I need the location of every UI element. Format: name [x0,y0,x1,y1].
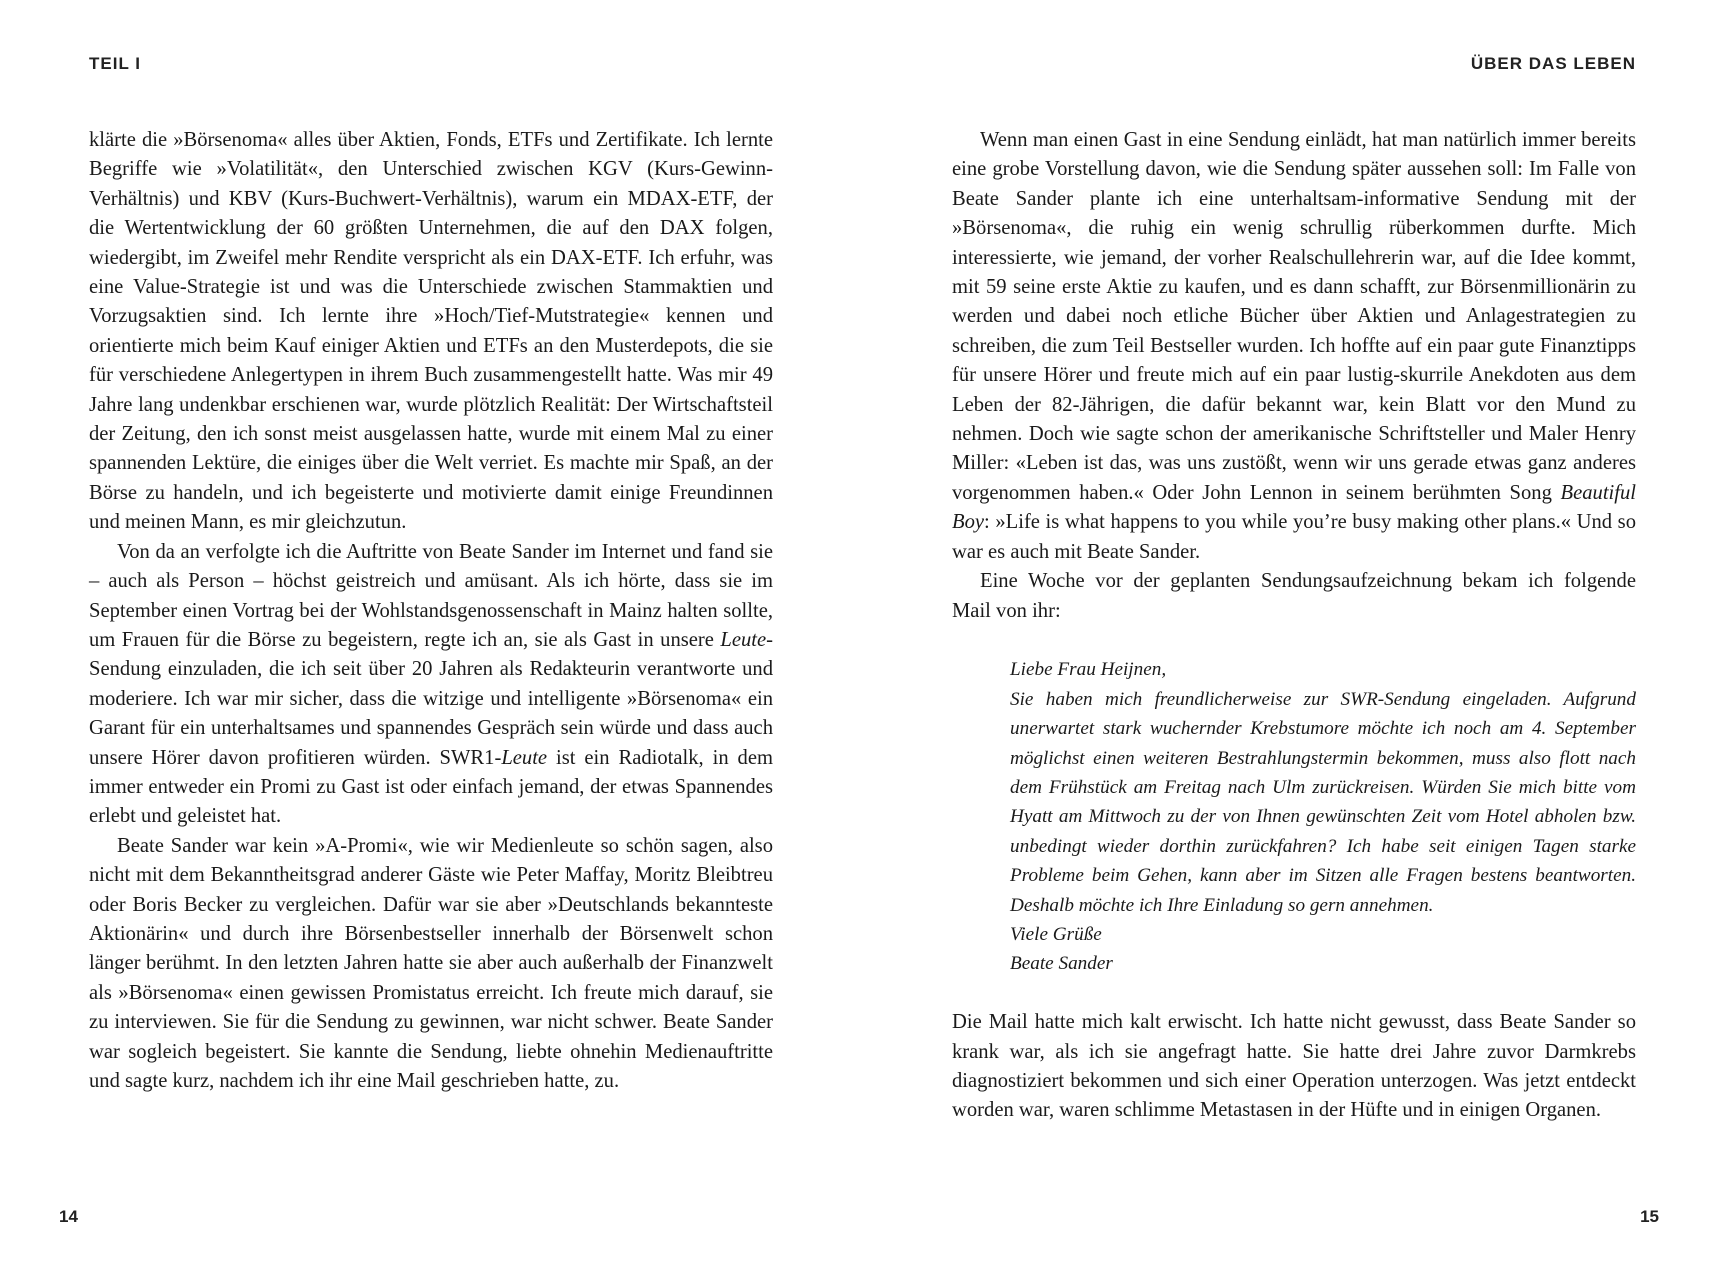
running-head-right: ÜBER DAS LEBEN [1470,54,1636,73]
letter-salutation: Liebe Frau Heijnen, [1010,659,1167,681]
page-number-right: 15 [1640,1207,1659,1226]
paragraph: Von da an verfolgte ich die Auftritte von Beate Sander im Internet und fand sie – auch als Person – höchst geistreich und amüsant. Als ich hörte, dass sie im September einen Vortrag bei der Wohlstandsgenossenschaft in Mainz halten sollte, um Frauen für die Börse zu begeistern, regte ich an, sie als Gast in unsere Leute-Sendung einzuladen, die ich seit über 20 Jahren als Redakteurin verantworte und moderiere. Ich war mir sicher, dass die witzige und intelligente »Börsenoma« ein Garant für ein unterhaltsames und spannendes Gespräch sein würde und dass auch unsere Hörer davon profitieren würden. SWR1-Leute ist ein Radiotalk, in dem immer entweder ein Promi zu Gast ist oder einfach jemand, der etwas Spannendes erlebt und geleistet hat. [89,540,773,828]
right-page-text [952,126,1636,1126]
left-page-text [89,126,773,1096]
paragraph: Eine Woche vor der geplanten Sendungsaufzeichnung bekam ich folgende Mail von ihr: [952,570,1636,622]
paragraph: Wenn man einen Gast in eine Sendung einlädt, hat man natürlich immer bereits eine grobe Vorstellung davon, wie die Sendung später aussehen soll: Im Falle von Beate Sander plante ich eine unterhaltsam-informative Sendung mit der »Börsenoma«, die ruhig ein wenig schrullig rüberkommen durfte. Mich interessierte, wie jemand, der vorher Realschullehrerin war, auf die Idee kommt, mit 59 seine erste Aktie zu kaufen, und es dann schafft, zur Börsenmillionärin zu werden und dabei noch etliche Bücher über Aktien und Anlagestrategien zu schreiben, die zum Teil Bestseller wurden. Ich hoffte auf ein paar gute Finanztipps für unsere Hörer und freute mich auf ein paar lustig-skurrile Anekdoten aus dem Leben der 82-Jährigen, die dafür bekannt war, kein Blatt vor den Mund zu nehmen. Doch wie sagte schon der amerikanische Schriftsteller und Maler Henry Miller: «Leben ist das, was uns zustößt, wenn wir uns gerade etwas ganz anderes vorgenommen haben.« Oder John Lennon in seinem berühmten Song Beautiful Boy: »Life is what happens to you while you’re busy making other plans.« Und so war es auch mit Beate Sander. [952,129,1636,563]
letter-closing: Viele Grüße [1010,923,1102,945]
running-head-left: TEIL I [89,54,141,73]
letter-signature: Beate Sander [1010,953,1113,975]
quoted-email [1010,655,1636,978]
letter-body: Sie haben mich freundlicherweise zur SWR-Sendung eingeladen. Aufgrund unerwartet stark wuchernder Krebstumore möchte ich noch am 4. September möglichst einen weiteren Bestrahlungstermin bekommen, muss also flott nach dem Frühstück am Freitag nach Ulm zurückreisen. Würden Sie mich bitte vom Hyatt am Mittwoch zu der von Ihnen gewünschten Zeit vom Hotel abholen bzw. unbedingt wieder dorthin zurückfahren? Ich habe seit einigen Tagen starke Probleme beim Gehen, kann aber im Sitzen alle Fragen bestens beantworten. Deshalb möchte ich Ihre Einladung so gern annehmen. [1010,688,1636,916]
paragraph: Beate Sander war kein »A-Promi«, wie wir Medienleute so schön sagen, also nicht mit dem Bekanntheitsgrad anderer Gäste wie Peter Maffay, Moritz Bleibtreu oder Boris Becker zu vergleichen. Dafür war sie aber »Deutschlands bekannteste Aktionärin« und durch ihre Börsenbestseller innerhalb der Börsenwelt schon länger berühmt. In den letzten Jahren hatte sie aber auch außerhalb der Finanzwelt als »Börsenoma« einen gewissen Promistatus erreicht. Ich freute mich darauf, sie zu interviewen. Sie für die Sendung zu gewinnen, war nicht schwer. Beate Sander war sogleich begeistert. Sie kannte die Sendung, liebte ohnehin Medienauftritte und sagte kurz, nachdem ich ihr eine Mail geschrieben hatte, zu. [89,834,773,1092]
paragraph: klärte die »Börsenoma« alles über Aktien, Fonds, ETFs und Zertifikate. Ich lernte Begriffe wie »Volatilität«, den Unterschied zwischen KGV (Kurs-Gewinn-Verhältnis) und KBV (Kurs-Buchwert-Verhältnis), warum ein MDAX-ETF, der die Wertentwicklung der 60 größten Unternehmen, die auf den DAX folgen, wiedergibt, im Zweifel mehr Rendite verspricht als ein DAX-ETF. Ich erfuhr, was eine Value-Strategie ist und was die Unterschiede zwischen Stammaktien und Vorzugsaktien sind. Ich lernte ihre »Hoch/Tief-Mutstrategie« kennen und orientierte mich beim Kauf einiger Aktien und ETFs an den Musterdepots, die sie für verschiedene Anlegertypen in ihrem Buch zusammengestellt hatte. Was mir 49 Jahre lang undenkbar erschienen war, wurde plötzlich Realität: Der Wirtschaftsteil der Zeitung, den ich sonst meist ausgelassen hatte, wurde mit einem Mal zu einer spannenden Lektüre, die einiges über die Welt verriet. Es machte mir Spaß, an der Börse zu handeln, und ich begeisterte und motivierte damit einige Freundinnen und meinen Mann, es mir gleichzutun. [89,129,773,534]
paragraph: Die Mail hatte mich kalt erwischt. Ich hatte nicht gewusst, dass Beate Sander so krank war, als ich sie angefragt hatte. Sie hatte drei Jahre zuvor Darmkrebs diagnostiziert bekommen und sich einer Operation unterzogen. Was jetzt entdeckt worden war, waren schlimme Metastasen in der Hüfte und in einigen Organen. [952,1011,1636,1122]
page-number-left: 14 [59,1207,78,1226]
